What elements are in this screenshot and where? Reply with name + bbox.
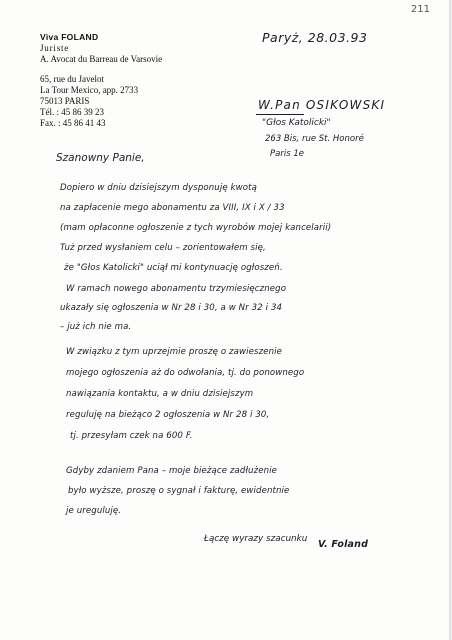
body-line: że "Głos Katolicki" uciął mi kontynuację ogłoszeń.: [64, 263, 283, 273]
letterhead-street: 65, rue du Javelot: [40, 74, 104, 84]
body-line: ukazały się ogłoszenia w Nr 28 i 30, a w Nr 32 i 34: [60, 303, 283, 313]
letterhead-city: 75013 PARIS: [40, 96, 90, 106]
letterhead-name: Viva FOLAND: [40, 32, 99, 42]
recipient-name: W.Pan OSIKOWSKI: [258, 98, 386, 112]
place-date: Paryż, 28.03.93: [262, 30, 368, 45]
body-line: nawiązania kontaktu, a w dniu dzisiejszym: [66, 389, 254, 399]
recipient-org: "Głos Katolicki": [262, 118, 331, 128]
recipient-underline: [256, 114, 304, 115]
letterhead-building: La Tour Mexico, app. 2733: [40, 85, 139, 95]
body-line: tj. przesyłam czek na 600 F.: [70, 431, 193, 441]
body-line: reguluję na bieżąco 2 ogłoszenia w Nr 28 i 30,: [66, 410, 270, 420]
letterhead-title: Juriste: [40, 43, 70, 53]
body-line: Gdyby zdaniem Pana – moje bieżące zadłużenie: [66, 466, 278, 476]
body-line: było wyższe, proszę o sygnał i fakturę, ewidentnie: [68, 486, 290, 496]
body-line: Dopiero w dniu dzisiejszym dysponuję kwotą: [60, 183, 257, 193]
recipient-street: 263 Bis, rue St. Honoré: [265, 134, 364, 144]
salutation: Szanowny Panie,: [56, 152, 145, 164]
letterhead: [40, 32, 240, 129]
body-line: Tuż przed wysłaniem celu – zorientowałem się,: [60, 243, 266, 253]
signature: V. Foland: [318, 539, 369, 550]
letterhead-tel: Tél. : 45 86 39 23: [40, 107, 104, 117]
body-line: W ramach nowego abonamentu trzymiesięcznego: [66, 284, 287, 294]
body-line: mojego ogłoszenia aż do odwołania, tj. do ponownego: [66, 368, 305, 378]
letterhead-fax: Fax. : 45 86 41 43: [40, 118, 106, 128]
recipient-city: Paris 1e: [270, 149, 304, 159]
letterhead-subtitle: A. Avocat du Barreau de Varsovie: [40, 54, 163, 64]
body-line: na zapłacenie mego abonamentu za VIII, IX i X / 33: [60, 203, 285, 213]
body-line: je ureguluję.: [66, 506, 122, 516]
closing: Łączę wyrazy szacunku: [204, 534, 308, 544]
body-line: (mam opłaconne ogłoszenie z tych wyrobów mojej kancelarii): [60, 223, 332, 233]
body-line: W związku z tym uprzejmie proszę o zawieszenie: [66, 347, 283, 357]
page-number: 211: [410, 4, 430, 15]
body-line: – już ich nie ma.: [60, 322, 132, 332]
